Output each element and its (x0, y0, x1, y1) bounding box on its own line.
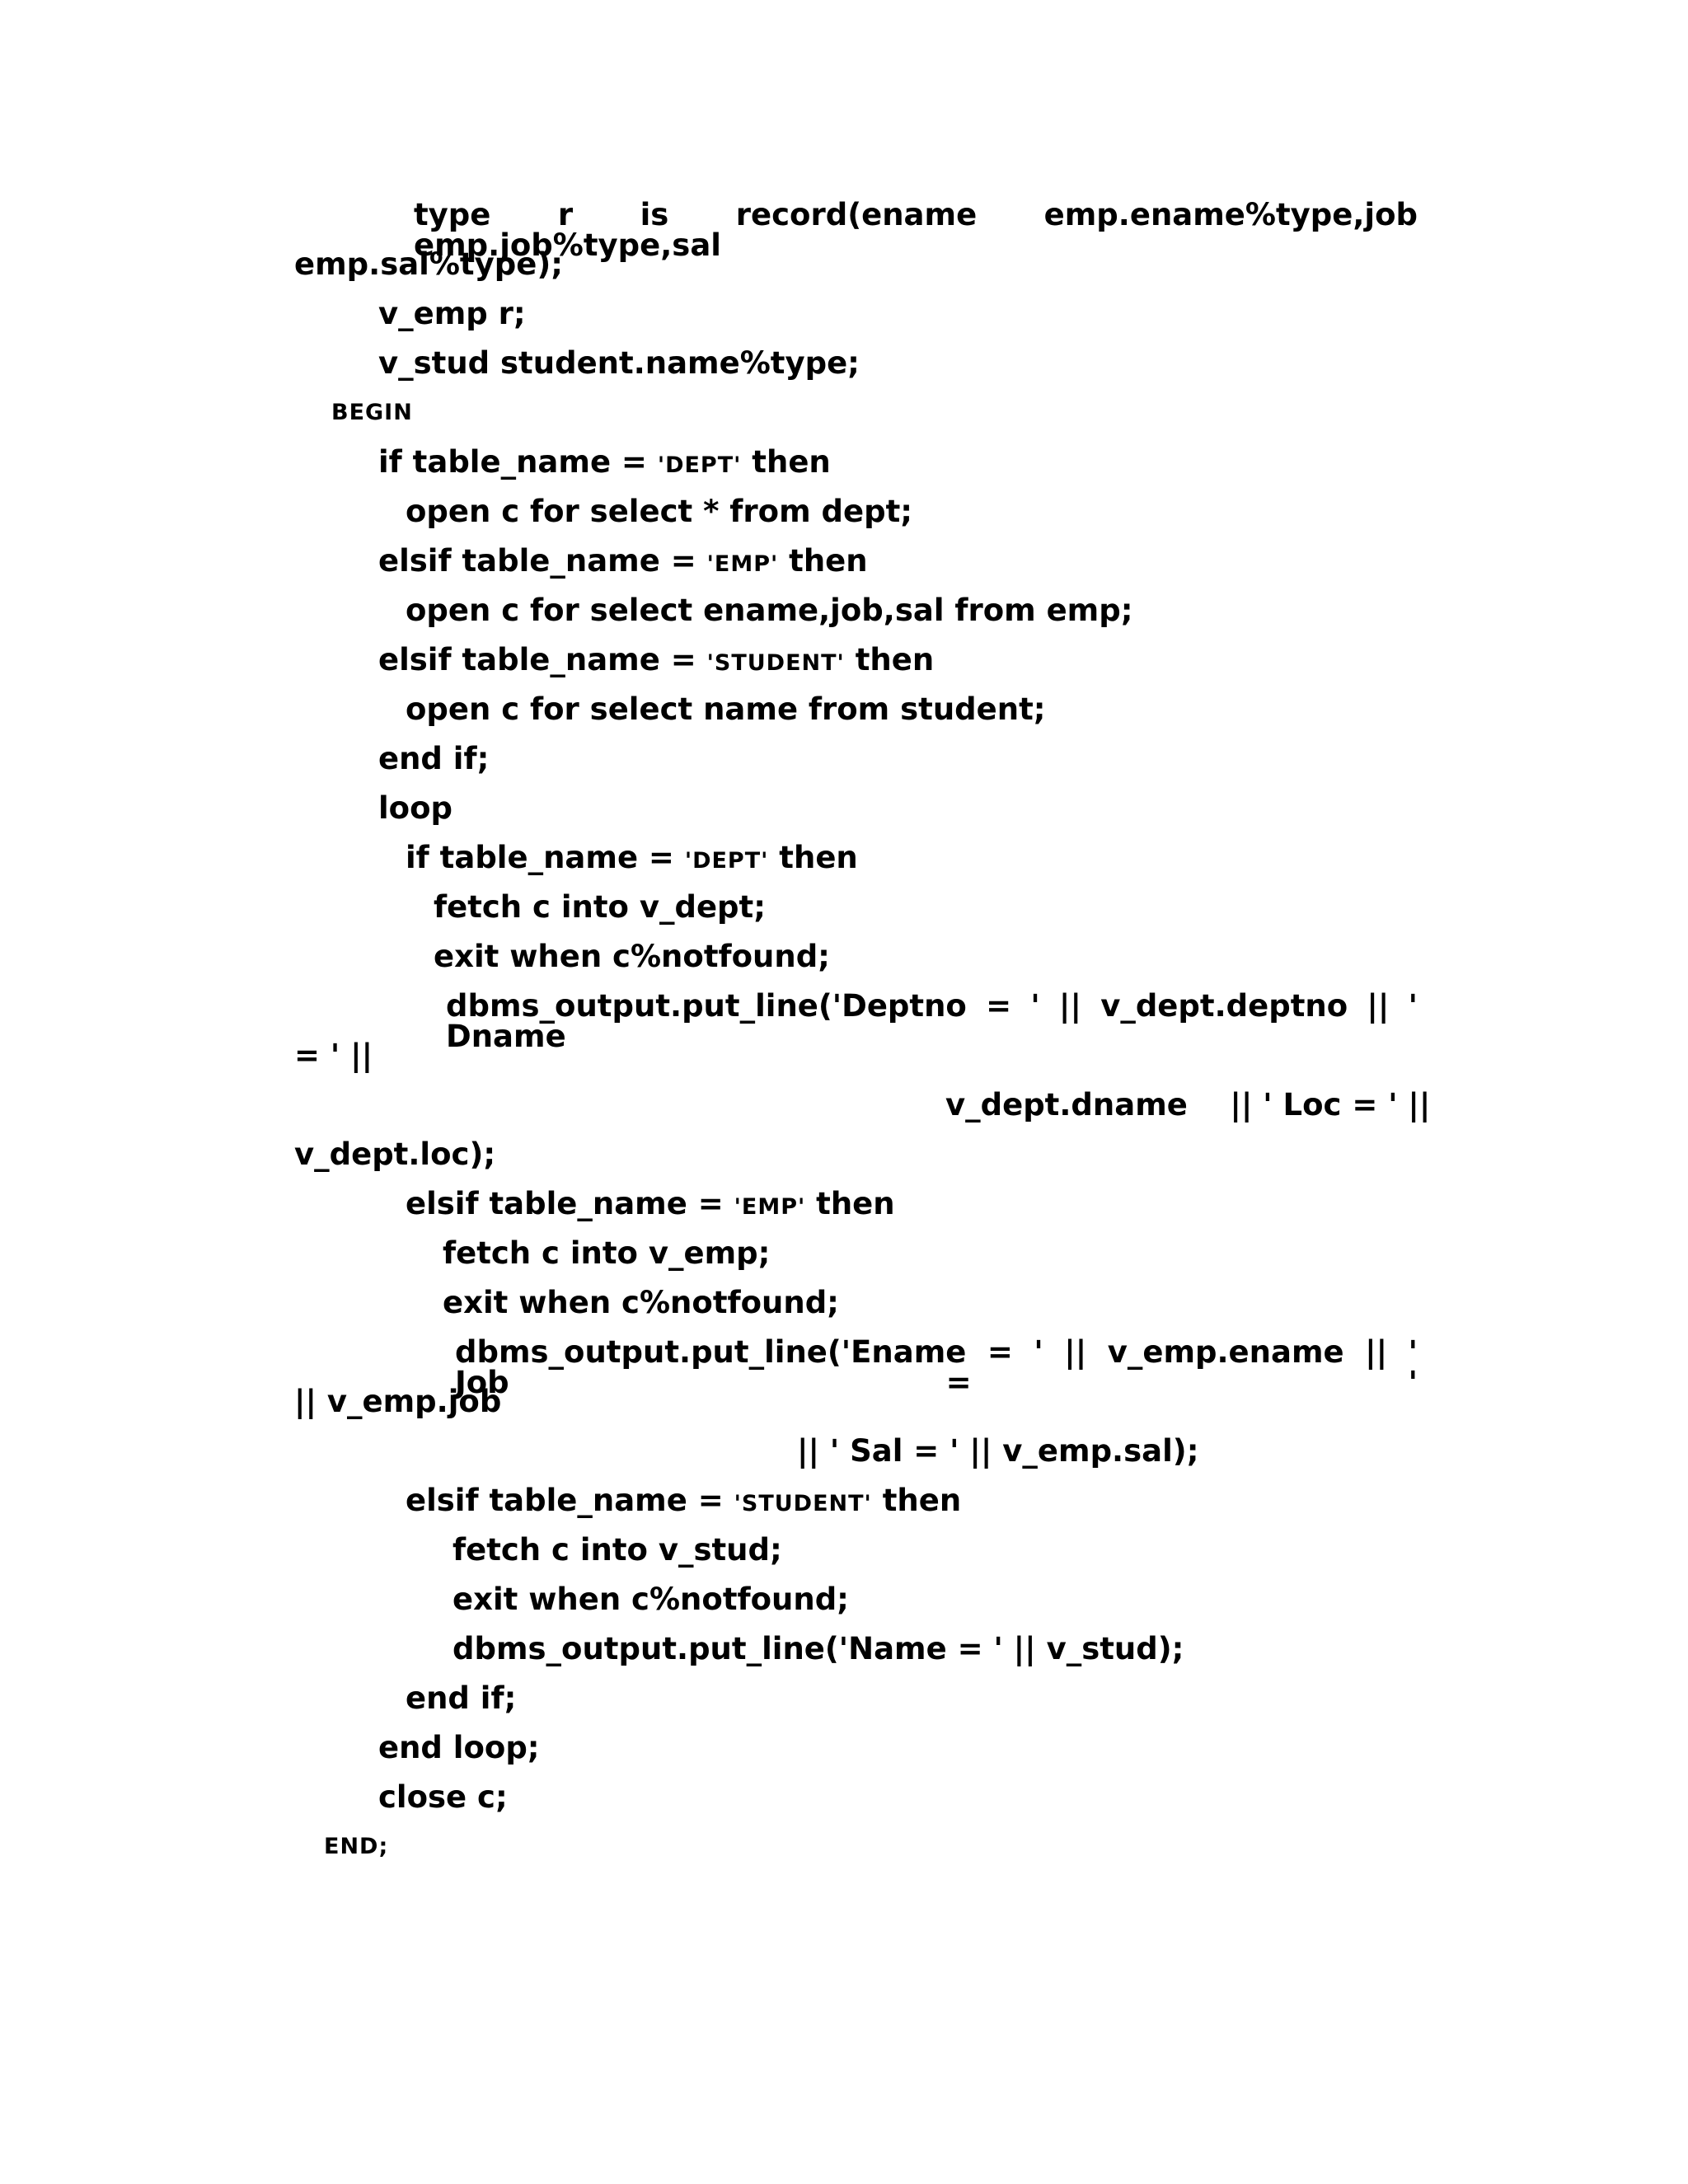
code-line-elsif-emp-loop (406, 1188, 895, 1219)
code-text: elsif table_name = (378, 642, 707, 677)
code-text: then (741, 444, 831, 480)
code-line-end: END; (324, 1834, 389, 1859)
string-literal: 'DEPT' (684, 848, 769, 874)
code-line-end-if: end if; (378, 741, 490, 776)
code-line-put-line-stud: dbms_output.put_line('Name = ' || v_stud); (452, 1631, 1184, 1666)
string-literal: 'STUDENT' (734, 1491, 872, 1516)
string-literal: 'STUDENT' (706, 650, 845, 676)
code-line-if-dept (378, 444, 831, 480)
code-text: if table_name = (378, 444, 658, 480)
code-line-exit-emp: exit when c%notfound; (443, 1285, 839, 1320)
code-line-loop: loop (378, 790, 453, 826)
code-line-elsif-student-loop (406, 1485, 961, 1516)
code-line-emp-sal: || ' Sal = ' || v_emp.sal); (797, 1433, 1199, 1469)
code-line-end-if-loop: end if; (406, 1680, 517, 1716)
code-line-v-stud: v_stud student.name%type; (378, 345, 860, 381)
code-text: then (871, 1483, 962, 1518)
code-line-emp-sal-type: emp.sal%type); (294, 246, 564, 282)
string-literal: 'EMP' (706, 551, 779, 577)
code-line-open-emp: open c for select ename,job,sal from emp; (406, 593, 1133, 628)
code-text: elsif table_name = (406, 1483, 734, 1518)
code-line-elsif-student (378, 644, 934, 675)
code-text: elsif table_name = (378, 543, 707, 579)
code-line-exit-dept: exit when c%notfound; (434, 939, 830, 974)
code-text: then (805, 1186, 895, 1221)
code-line-end-loop: end loop; (378, 1730, 540, 1765)
code-line-begin: BEGIN (331, 400, 413, 425)
code-line-dname-concat: = ' || (294, 1038, 373, 1073)
code-line-dname-loc: v_dept.dname || ' Loc = ' || (945, 1087, 1431, 1122)
code-line-put-line-emp (455, 1334, 1418, 1400)
code-line-type-record (414, 197, 1418, 263)
code-text: then (778, 543, 868, 579)
code-text: dbms_output.put_line('Ename = ' || v_emp.ename || ' Job = ' (455, 1334, 1418, 1400)
code-line-emp-job: || v_emp.job (294, 1384, 502, 1419)
code-line-fetch-emp: fetch c into v_emp; (443, 1235, 771, 1271)
code-line-open-dept: open c for select * from dept; (406, 494, 913, 529)
code-text: dbms_output.put_line('Deptno = ' || v_dept.deptno || ' Dname (446, 988, 1418, 1054)
code-line-close-c: close c; (378, 1779, 508, 1815)
code-line-dept-loc: v_dept.loc); (294, 1137, 496, 1172)
string-literal: 'EMP' (734, 1194, 806, 1220)
code-line-elsif-emp (378, 543, 868, 579)
code-text: type r is record(ename emp.ename%type,job emp.job%type,sal (414, 197, 1418, 263)
code-line-open-student: open c for select name from student; (406, 691, 1046, 727)
code-line-v-emp: v_emp r; (378, 296, 526, 331)
string-literal: 'DEPT' (657, 452, 742, 478)
code-line-put-line-dept (446, 988, 1418, 1054)
code-line-if-dept-loop (406, 842, 858, 873)
code-text: then (768, 840, 858, 875)
code-text: then (844, 642, 935, 677)
code-line-fetch-stud: fetch c into v_stud; (452, 1532, 782, 1568)
code-line-fetch-dept: fetch c into v_dept; (434, 889, 767, 925)
code-line-exit-stud: exit when c%notfound; (452, 1582, 849, 1617)
code-text: elsif table_name = (406, 1186, 734, 1221)
code-text: if table_name = (406, 840, 685, 875)
